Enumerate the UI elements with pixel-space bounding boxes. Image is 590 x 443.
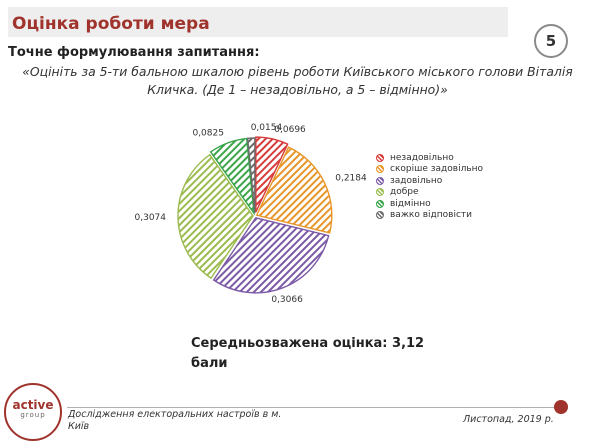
weighted-average-unit: бали [191,356,228,371]
legend-swatch [376,177,384,185]
footer-dot [554,400,568,414]
pie-data-label-6: 0,0154 [250,123,283,134]
legend-item-5 [376,198,483,210]
page-number-badge: 5 [534,24,568,58]
legend-label: важко відповісти [390,210,472,221]
legend-label: задовільно [390,175,443,186]
pie-data-label-1: 0,0696 [274,125,306,136]
chart-legend [376,152,483,221]
legend-label: відмінно [390,198,431,209]
legend-label: скоріше задовільно [390,164,484,175]
weighted-average-value: Середньозважена оцінка: 3,12 [191,336,425,351]
footer-study: Дослідження електоральних настроїв в м. Київ [68,409,282,432]
question-text: «Оцініть за 5-ти бальною шкалою рівень роботи Київського міського голови Віталія Кличка. (Де 1 – незадовільно, а 5 – відмінно)» [22,64,573,97]
footer-divider [67,407,558,408]
legend-swatch [376,188,384,196]
logo-subtext: group [20,411,46,419]
legend-item-1 [376,152,483,164]
weighted-average [191,334,424,374]
legend-label: добре [390,187,419,198]
pie-data-label-5: 0,0825 [192,128,224,139]
legend-swatch [376,211,384,219]
legend-item-2 [376,164,483,176]
legend-swatch [376,154,384,162]
legend-swatch [376,200,384,208]
legend-item-3 [376,175,483,187]
pie-data-label-2: 0,2184 [335,173,367,184]
question-heading: Точне формулювання запитання: [8,45,260,60]
legend-item-4 [376,187,483,199]
logo-text: active [12,398,54,412]
company-logo [4,383,62,441]
legend-item-6 [376,210,483,222]
legend-label: незадовільно [390,152,454,163]
legend-swatch [376,165,384,173]
pie-data-label-3: 0,3066 [271,295,303,306]
footer-date: Листопад, 2019 р. [463,414,554,425]
pie-data-label-4: 0,3074 [134,212,167,223]
page-title: Оцінка роботи мера [12,14,210,34]
